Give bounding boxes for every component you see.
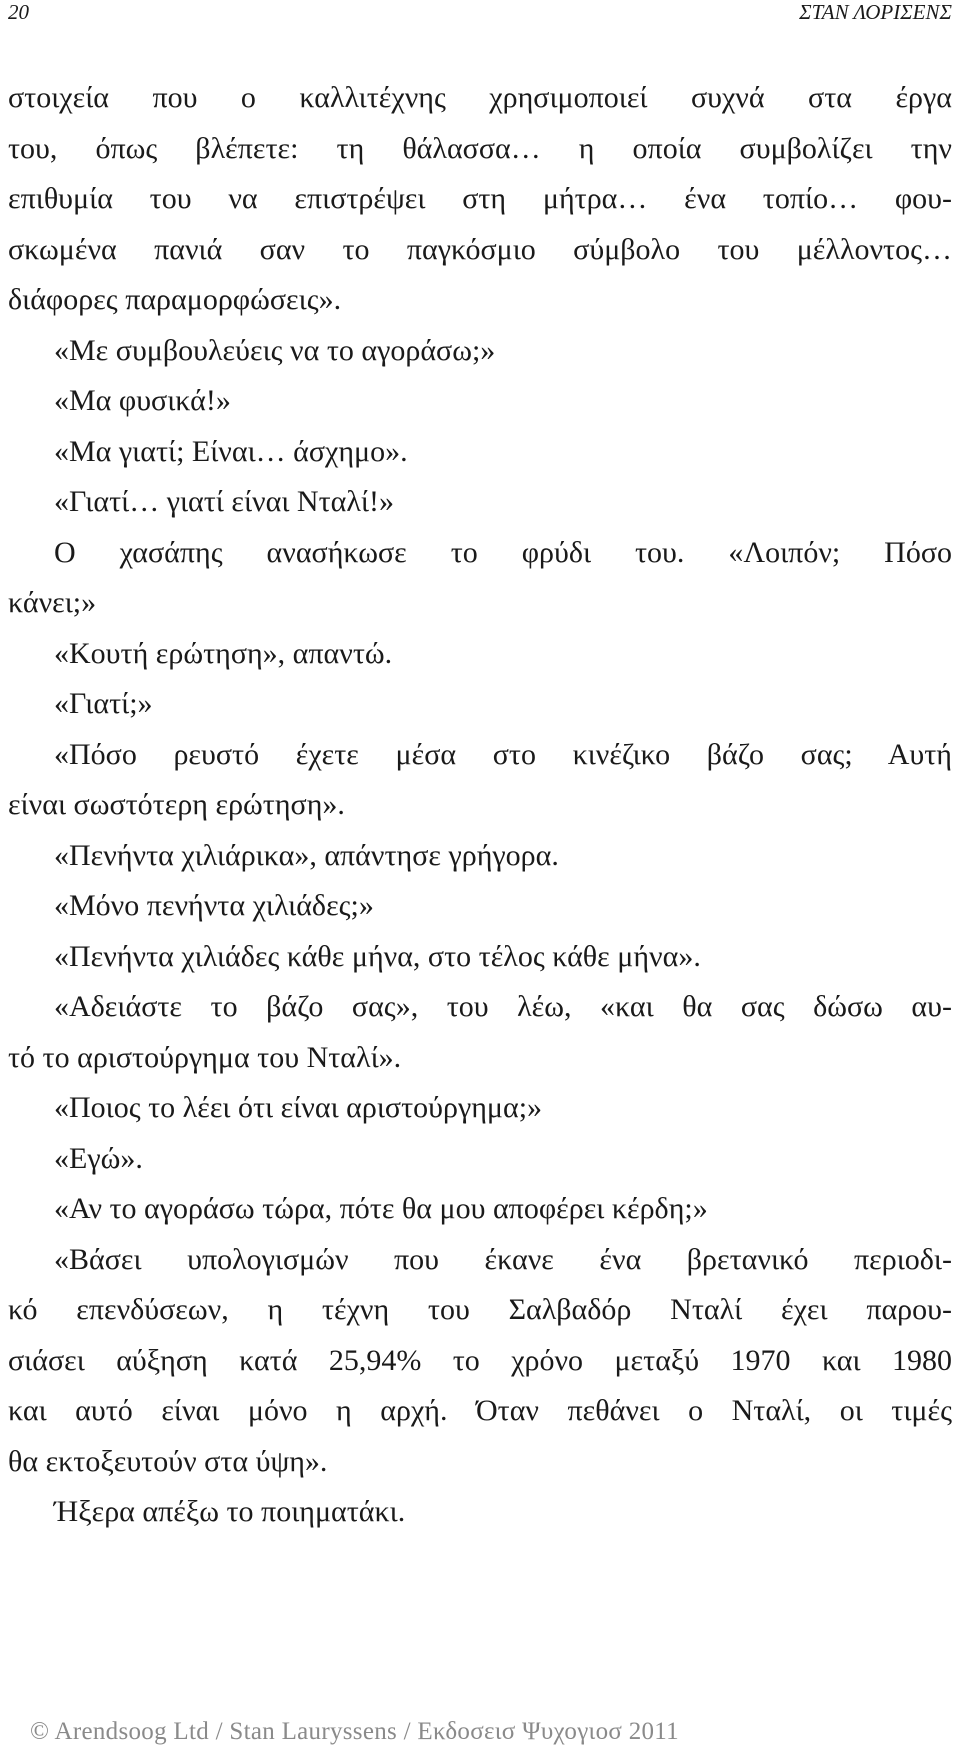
text-line: «Αδειάστε το βάζο σας», του λέω, «και θα σας δώσω αυ- <box>54 990 952 1023</box>
text-line: Ο χασάπης ανασήκωσε το φρύδι του. «Λοιπόν; Πόσο <box>54 535 952 569</box>
text-line: «Με συμβουλεύεις να το αγοράσω;» <box>54 333 496 367</box>
text-line: «Μα γιατί; Είναι… άσχημο». <box>54 434 408 468</box>
text-line: «Εγώ». <box>54 1141 143 1175</box>
text-line: διάφορες παραμορφώσεις». <box>8 283 342 316</box>
text-line: «Πενήντα χιλιάρικα», απάντησε γρήγορα. <box>54 838 559 872</box>
text-line: «Κουτή ερώτηση», απαντώ. <box>54 636 393 670</box>
running-head: ΣΤΑΝ ΛΟΡΙΣΕΝΣ <box>799 0 952 24</box>
text-line: «Πενήντα χιλιάδες κάθε μήνα, στο τέλος κάθε μήνα». <box>54 939 701 973</box>
page-number: 20 <box>8 0 29 24</box>
text-line: «Αν το αγοράσω τώρα, πότε θα μου αποφέρει κέρδη;» <box>54 1192 708 1225</box>
text-line: «Ποιος το λέει ότι είναι αριστούργημα;» <box>54 1091 543 1124</box>
text-line: θα εκτοξευτούν στα ύψη». <box>8 1444 328 1478</box>
copyright-footer: © Arendsoog Ltd / Stan Lauryssens / Εκδοσεισ Ψυχογιοσ 2011 <box>30 1718 679 1745</box>
text-line: και αυτό είναι μόνο η αρχή. Όταν πεθάνει ο Νταλί, οι τιμές <box>8 1394 952 1427</box>
text-line: «Βάσει υπολογισμών που έκανε ένα βρετανικό περιοδι- <box>54 1242 952 1276</box>
text-line: «Γιατί… γιατί είναι Νταλί!» <box>54 485 394 518</box>
text-line: κάνει;» <box>8 586 97 619</box>
text-line: κό επενδύσεων, η τέχνη του Σαλβαδόρ Νταλί έχει παρου- <box>8 1293 952 1326</box>
page-header <box>8 0 952 30</box>
text-line: Ήξερα απέξω το ποιηματάκι. <box>54 1495 406 1528</box>
text-line: «Μα φυσικά!» <box>54 384 231 417</box>
body-text <box>8 73 952 1538</box>
text-line: επιθυμία του να επιστρέψει στη μήτρα… ένα τοπίο… φου- <box>8 182 952 215</box>
text-line: «Πόσο ρευστό έχετε μέσα στο κινέζικο βάζο σας; Αυτή <box>54 737 952 771</box>
text-line: του, όπως βλέπετε: τη θάλασσα… η οποία συμβολίζει την <box>8 131 952 165</box>
text-line: είναι σωστότερη ερώτηση». <box>8 788 345 821</box>
text-line: τό το αριστούργημα του Νταλί». <box>8 1040 402 1074</box>
text-line: σιάσει αύξηση κατά 25,94% το χρόνο μεταξύ 1970 και 1980 <box>8 1343 952 1377</box>
text-line: «Γιατί;» <box>54 687 153 720</box>
text-line: «Μόνο πενήντα χιλιάδες;» <box>54 889 374 922</box>
text-line: στοιχεία που ο καλλιτέχνης χρησιμοποιεί συχνά στα έργα <box>8 81 952 114</box>
text-line: σκωμένα πανιά σαν το παγκόσμιο σύμβολο του μέλλοντος… <box>8 232 952 266</box>
